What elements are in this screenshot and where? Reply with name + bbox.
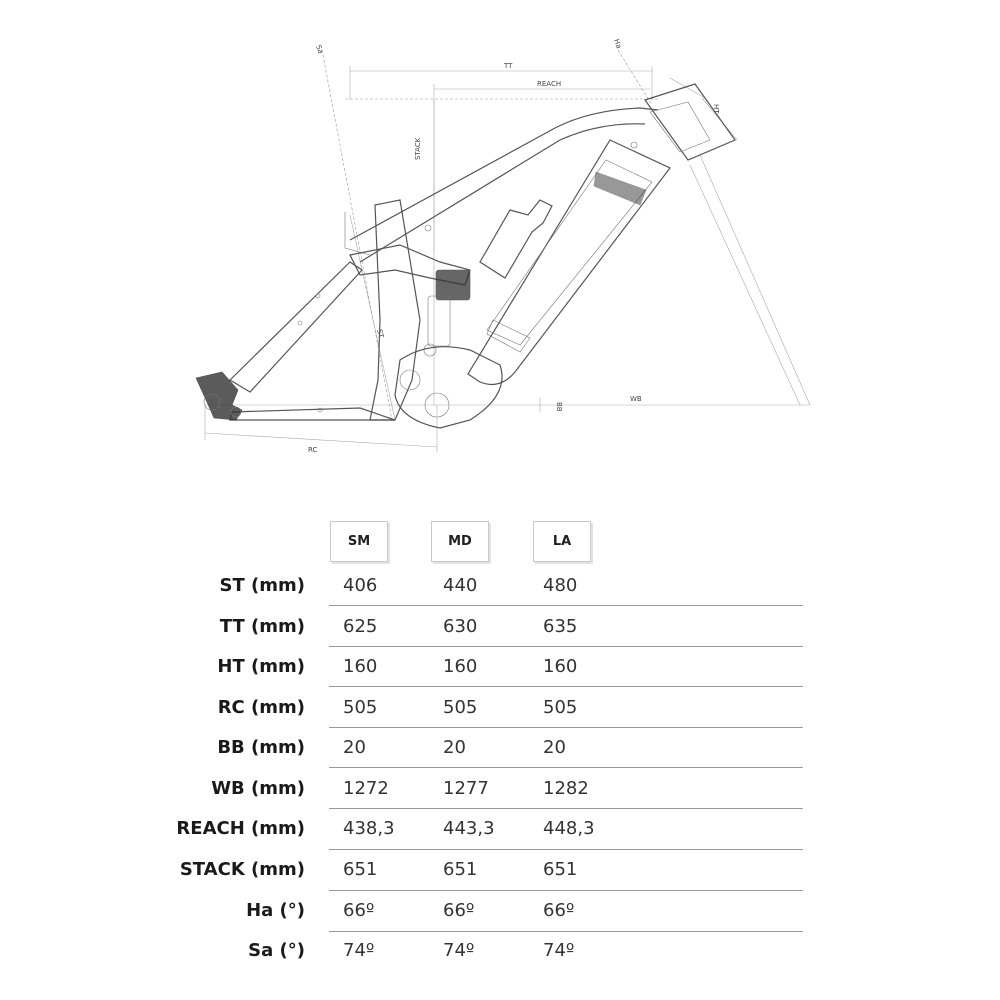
- label-sa: Sa: [314, 43, 325, 55]
- cell-wb-md: 1277: [443, 778, 489, 799]
- row-divider: [329, 808, 803, 809]
- cell-sa-la: 74º: [543, 940, 575, 961]
- size-header-sm: SM: [330, 521, 388, 562]
- row-label-st: ST (mm): [219, 575, 305, 596]
- label-bb: BB: [555, 402, 563, 412]
- cell-ht-la: 160: [543, 656, 578, 677]
- row-divider: [329, 767, 803, 768]
- row-divider: [329, 727, 803, 728]
- cell-sa-md: 74º: [443, 940, 475, 961]
- row-label-ha: Ha (°): [246, 900, 305, 921]
- cell-stack-sm: 651: [343, 859, 378, 880]
- row-label-bb: BB (mm): [217, 737, 305, 758]
- cell-stack-la: 651: [543, 859, 578, 880]
- row-label-sa: Sa (°): [248, 940, 305, 961]
- cell-tt-sm: 625: [343, 616, 378, 637]
- cell-ha-la: 66º: [543, 900, 575, 921]
- cell-reach-sm: 438,3: [343, 818, 395, 839]
- row-divider: [329, 646, 803, 647]
- label-stack: STACK: [414, 137, 422, 160]
- label-wb: WB: [630, 395, 642, 403]
- cell-reach-md: 443,3: [443, 818, 495, 839]
- row-divider: [329, 849, 803, 850]
- row-label-ht: HT (mm): [217, 656, 305, 677]
- cell-wb-sm: 1272: [343, 778, 389, 799]
- cell-st-la: 480: [543, 575, 578, 596]
- row-label-rc: RC (mm): [217, 697, 305, 718]
- cell-rc-sm: 505: [343, 697, 378, 718]
- cell-reach-la: 448,3: [543, 818, 595, 839]
- cell-sa-sm: 74º: [343, 940, 375, 961]
- row-label-tt: TT (mm): [219, 616, 305, 637]
- cell-ha-md: 66º: [443, 900, 475, 921]
- size-header-md: MD: [431, 521, 489, 562]
- cell-bb-sm: 20: [343, 737, 366, 758]
- cell-ht-sm: 160: [343, 656, 378, 677]
- label-rc: RC: [308, 446, 318, 454]
- cell-rc-md: 505: [443, 697, 478, 718]
- row-divider: [329, 931, 803, 932]
- label-reach: REACH: [537, 80, 562, 88]
- row-label-reach: REACH (mm): [176, 818, 305, 839]
- row-divider: [329, 605, 803, 606]
- row-label-stack: STACK (mm): [179, 859, 305, 880]
- cell-stack-md: 651: [443, 859, 478, 880]
- label-ha: Ha: [612, 37, 623, 50]
- cell-bb-la: 20: [543, 737, 566, 758]
- row-divider: [329, 890, 803, 891]
- cell-ht-md: 160: [443, 656, 478, 677]
- row-label-wb: WB (mm): [211, 778, 305, 799]
- cell-tt-la: 635: [543, 616, 578, 637]
- label-ht: HT: [712, 104, 720, 114]
- cell-bb-md: 20: [443, 737, 466, 758]
- row-divider: [329, 686, 803, 687]
- cell-tt-md: 630: [443, 616, 478, 637]
- size-header-la: LA: [533, 521, 591, 562]
- label-tt: TT: [504, 62, 513, 70]
- cell-st-sm: 406: [343, 575, 378, 596]
- cell-rc-la: 505: [543, 697, 578, 718]
- cell-st-md: 440: [443, 575, 478, 596]
- label-st: ST: [375, 328, 386, 339]
- cell-wb-la: 1282: [543, 778, 589, 799]
- cell-ha-sm: 66º: [343, 900, 375, 921]
